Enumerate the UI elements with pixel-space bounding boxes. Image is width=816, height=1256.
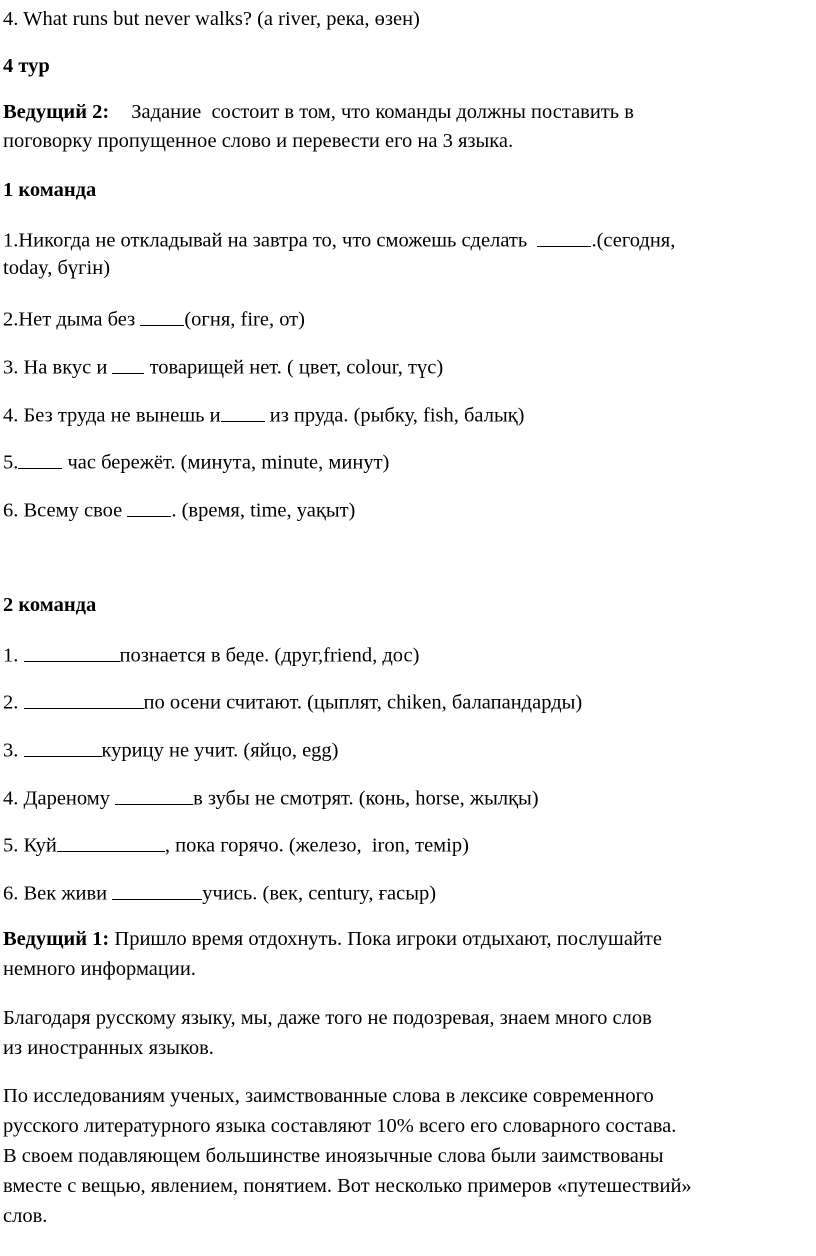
host1-line-1	[3, 926, 662, 952]
host1-text-1: Пришло время отдохнуть. Пока игроки отдыхают, послушайте	[109, 928, 662, 950]
blank	[127, 495, 171, 517]
team1-item-2: 2.Нет дыма без (огня, fire, от)	[3, 304, 305, 333]
team2-item-2: 2. по осени считают. (цыплят, chiken, балапандарды)	[3, 687, 582, 716]
host1-label: Ведущий 1:	[3, 928, 110, 950]
host1-line-2: немного информации.	[3, 958, 196, 980]
team1-heading: 1 команда	[3, 179, 97, 201]
riddle-4: 4. What runs but never walks? (a river, река, өзен)	[3, 8, 420, 30]
blank	[112, 878, 202, 900]
team2-item-1: 1. познается в беде. (друг,friend, дос)	[3, 640, 419, 669]
blank	[115, 783, 193, 805]
team2-item-5: 5. Куй , пока горячо. (железо, iron, темір)	[3, 830, 469, 859]
blank	[537, 225, 591, 247]
blank	[24, 687, 144, 709]
team1-item-1: 1.Никогда не откладывай на завтра то, что сможешь сделать .(сегодня,	[3, 225, 675, 254]
para2-line-1: По исследованиям ученых, заимствованные слова в лексике современного	[3, 1085, 654, 1107]
blank	[57, 830, 165, 852]
blank	[112, 352, 144, 374]
team1-item-6: 6. Всему свое . (время, time, уақыт)	[3, 495, 355, 524]
para1-line-1: Благодаря русскому языку, мы, даже того не подозревая, знаем много слов	[3, 1007, 652, 1029]
blank	[24, 735, 102, 757]
blank	[18, 447, 62, 469]
round-heading: 4 тур	[3, 55, 50, 77]
host2-line-1	[3, 99, 634, 125]
team2-item-3: 3. курицу не учит. (яйцо, egg)	[3, 735, 339, 764]
blank	[221, 400, 265, 422]
team1-item-1-cont: today, бүгін)	[3, 257, 111, 279]
team1-item-5: 5. час бережёт. (минута, minute, минут)	[3, 447, 389, 476]
para1-line-2: из иностранных языков.	[3, 1037, 214, 1059]
para2-line-2: русского литературного языка составляют 10% всего его словарного состава.	[3, 1115, 677, 1137]
blank	[140, 304, 184, 326]
host2-label: Ведущий 2:	[3, 101, 110, 123]
team2-item-4: 4. Дареному в зубы не смотрят. (конь, horse, жылқы)	[3, 783, 539, 812]
team2-item-6: 6. Век живи учись. (век, century, ғасыр)	[3, 878, 436, 907]
para2-line-3: В своем подавляющем большинстве иноязычные слова были заимствованы	[3, 1145, 664, 1167]
para2-line-4: вместе с вещью, явлением, понятием. Вот несколько примеров «путешествий»	[3, 1175, 692, 1197]
team1-item-4: 4. Без труда не вынешь и из пруда. (рыбку, fish, балық)	[3, 400, 525, 429]
para2-line-5: слов.	[3, 1205, 48, 1227]
team1-item-3: 3. На вкус и товарищей нет. ( цвет, colour, түс)	[3, 352, 443, 381]
host2-line-2: поговорку пропущенное слово и перевести его на 3 языка.	[3, 130, 514, 152]
blank	[24, 640, 120, 662]
host2-text-1: Задание состоит в том, что команды должны поставить в	[131, 101, 634, 123]
team2-heading: 2 команда	[3, 594, 97, 616]
